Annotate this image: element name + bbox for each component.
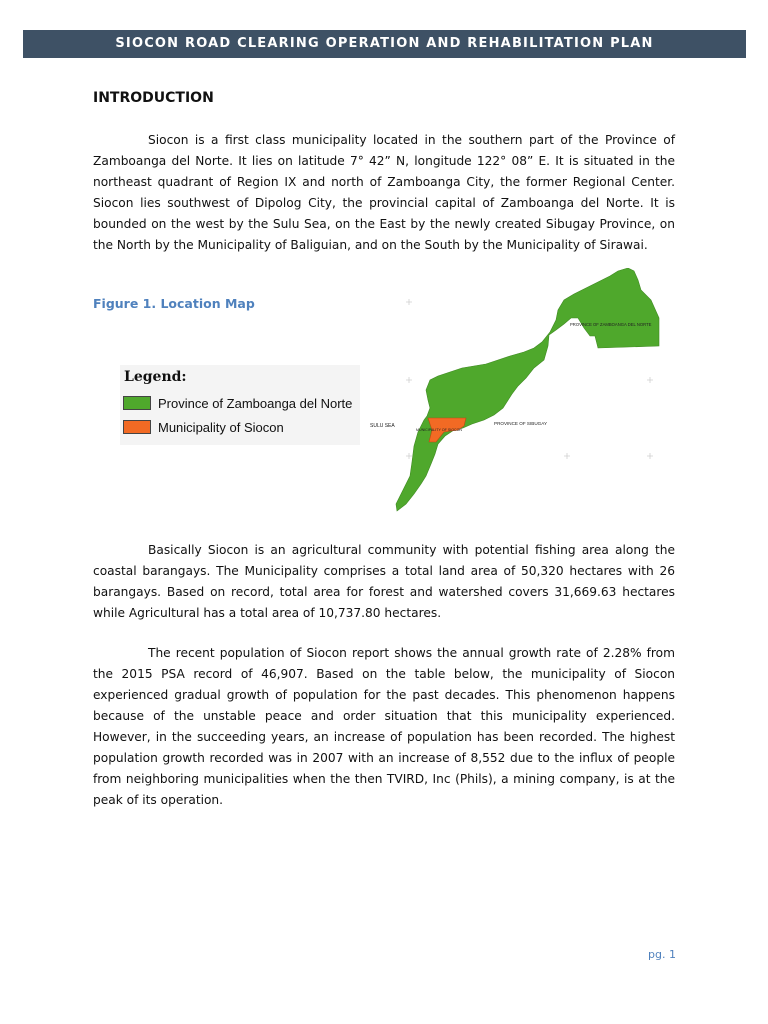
map-legend — [120, 365, 360, 445]
orange-swatch-icon — [123, 420, 151, 434]
map-label-sulu-sea: SULU SEA — [370, 423, 395, 429]
document-header-banner: SIOCON ROAD CLEARING OPERATION AND REHABILITATION PLAN — [23, 30, 746, 58]
location-map — [366, 268, 670, 512]
intro-paragraph: Siocon is a first class municipality located in the southern part of the Province of Zamboanga del Norte. It lies on latitude 7° 42” N, longitude 122° 08” E. It is situated in the northeast quadrant of Region IX and north of Zamboanga City, the former Regional Center. Siocon lies southwest of Dipolog City, the provincial capital of Zamboanga del Norte. It is bounded on the west by the Sulu Sea, on the East by the newly created Sibugay Province, on the North by the Municipality of Baliguian, and on the South by the Municipality of Sirawai. — [93, 133, 675, 252]
legend-item-province — [123, 395, 352, 411]
map-label-sibugay: PROVINCE OF SIBUGAY — [494, 421, 548, 426]
legend-item-municipality — [123, 419, 284, 435]
legend-title: Legend: — [124, 369, 187, 385]
green-swatch-icon — [123, 396, 151, 410]
page-number: pg. 1 — [648, 948, 676, 961]
map-label-province: PROVINCE OF ZAMBOANGA DEL NORTE — [570, 322, 652, 327]
legend-label: Municipality of Siocon — [158, 419, 284, 435]
agriculture-paragraph: Basically Siocon is an agricultural community with potential fishing area along the coastal barangays. The Municipality comprises a total land area of 50,320 hectares with 26 barangays. Based on record, total area for forest and watershed covers 31,669.63 hectares while Agricultural has a total area of 10,737.80 hectares. — [93, 543, 675, 620]
legend-label: Province of Zamboanga del Norte — [158, 395, 353, 411]
figure-caption: Figure 1. Location Map — [93, 296, 255, 311]
population-paragraph: The recent population of Siocon report shows the annual growth rate of 2.28% from the 2015 PSA record of 46,907. Based on the table below, the municipality of Siocon experienced gradual growth of population for the past decades. This phenomenon happens because of the unstable peace and order situation that this municipality experienced. However, in the succeeding years, an increase of population has been recorded. The highest population growth recorded was in 2007 with an increase of 8,552 due to the influx of people from neighboring municipalities when the then TVIRD, Inc (Phils), a mining company, is at the peak of its operation. — [93, 646, 675, 807]
section-heading: INTRODUCTION — [93, 90, 214, 106]
map-label-siocon: MUNICIPALITY OF SIOCON — [416, 428, 462, 432]
